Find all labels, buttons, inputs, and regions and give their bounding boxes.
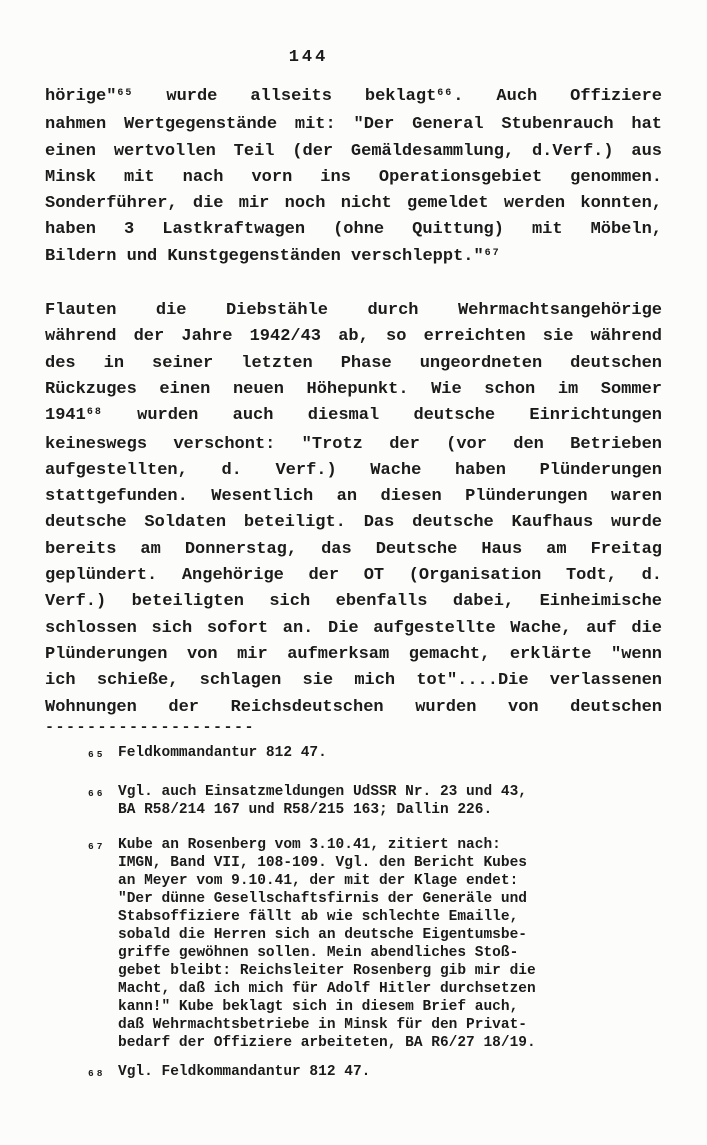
footnote-line: Macht, daß ich mich für Adolf Hitler durchsetzen bbox=[118, 980, 536, 997]
text-line: Minsk mit nach vorn ins Operationsgebiet genommen. bbox=[45, 167, 662, 187]
text-line: hörige"65 wurde allseits beklagt66. Auch Offiziere bbox=[45, 84, 662, 112]
footnote-line: Vgl. auch Einsatzmeldungen UdSSR Nr. 23 und 43, bbox=[118, 783, 527, 800]
footnote-line: Stabsoffiziere fällt ab wie schlechte Emaille, bbox=[118, 908, 519, 925]
text-line: bereits am Donnerstag, das Deutsche Haus am Freitag bbox=[45, 539, 662, 559]
page-number: 144 bbox=[288, 48, 329, 67]
footnote-line: Feldkommandantur 812 47. bbox=[118, 744, 327, 761]
text-line: schlossen sich sofort an. Die aufgestellte Wache, auf die bbox=[45, 618, 662, 638]
footnote-line: sobald die Herren sich an deutsche Eigentumsbe- bbox=[118, 926, 527, 943]
footnote-text bbox=[118, 744, 662, 762]
page-content bbox=[0, 45, 707, 1081]
footnote-ref: 68 bbox=[86, 407, 103, 419]
text-line: stattgefunden. Wesentlich an diesen Plünderungen waren bbox=[45, 487, 662, 507]
text-line: Sonderführer, die mir noch nicht gemeldet werden konnten, bbox=[45, 194, 662, 214]
footnote-line: bedarf der Offiziere arbeiteten, BA R6/27 18/19. bbox=[118, 1034, 536, 1051]
footnote-line: IMGN, Band VII, 108-109. Vgl. den Bericht Kubes bbox=[118, 854, 527, 871]
footnote-text bbox=[118, 1063, 662, 1081]
footnote-line: daß Wehrmachtsbetriebe in Minsk für den Privat- bbox=[118, 1016, 527, 1033]
text-line: des in seiner letzten Phase ungeordneten deutschen bbox=[45, 353, 662, 373]
text-line: während der Jahre 1942/43 ab, so erreichten sie während bbox=[45, 327, 662, 347]
text-line: Rückzuges einen neuen Höhepunkt. Wie schon im Sommer bbox=[45, 379, 662, 399]
text-line: Wohnungen der Reichsdeutschen wurden von deutschen bbox=[45, 697, 662, 717]
text-line: Flauten die Diebstähle durch Wehrmachtsangehörige bbox=[45, 301, 662, 321]
footnote-marker: 67 bbox=[88, 840, 106, 852]
text-line: nahmen Wertgegenstände mit: "Der General Stubenrauch hat bbox=[45, 115, 662, 135]
footnote-marker: 68 bbox=[88, 1067, 106, 1079]
paragraph bbox=[45, 298, 662, 721]
footnote-marker: 66 bbox=[88, 787, 106, 799]
footnote-text bbox=[118, 836, 662, 1052]
footnote bbox=[45, 1063, 662, 1081]
text-line: geplündert. Angehörige der OT (Organisation Todt, d. bbox=[45, 566, 662, 586]
text-line: ich schieße, schlagen sie mich tot"....Die verlassenen bbox=[45, 671, 662, 691]
footnote-marker: 65 bbox=[88, 748, 106, 760]
text-line: aufgestellten, d. Verf.) Wache haben Plünderungen bbox=[45, 460, 662, 480]
text-line: Plünderungen von mir aufmerksam gemacht, erklärte "wenn bbox=[45, 644, 662, 664]
footnote-separator: -------------------- bbox=[45, 718, 256, 736]
footnote-line: an Meyer vom 9.10.41, der mit der Klage endet: bbox=[118, 872, 519, 889]
footnote-line: BA R58/214 167 und R58/215 163; Dallin 226. bbox=[118, 801, 493, 818]
body-text bbox=[45, 84, 662, 721]
footnote-line: Vgl. Feldkommandantur 812 47. bbox=[118, 1063, 371, 1080]
footnote-ref: 65 bbox=[117, 88, 134, 99]
text-line: Verf.) beteiligten sich ebenfalls dabei, Einheimische bbox=[45, 592, 662, 612]
footnote-ref: 66 bbox=[437, 88, 454, 99]
text-line: 194168 wurden auch diesmal deutsche Einrichtungen bbox=[45, 403, 662, 431]
footnote-line: "Der dünne Gesellschaftsfirnis der Generäle und bbox=[118, 890, 527, 907]
text-line: Bildern und Kunstgegenständen verschleppt."67 bbox=[45, 244, 662, 272]
paragraph bbox=[45, 84, 662, 272]
footnote-text bbox=[118, 783, 662, 819]
footnote-line: gebet bleibt: Reichsleiter Rosenberg gib mir die bbox=[118, 962, 536, 979]
footnote-ref: 67 bbox=[484, 247, 501, 259]
text-line: einen wertvollen Teil (der Gemäldesammlung, d.Verf.) aus bbox=[45, 141, 662, 161]
text-line: keineswegs verschont: "Trotz der (vor den Betrieben bbox=[45, 434, 662, 454]
footnote-line: Kube an Rosenberg vom 3.10.41, zitiert nach: bbox=[118, 836, 501, 853]
text-line: haben 3 Lastkraftwagen (ohne Quittung) mit Möbeln, bbox=[45, 220, 662, 240]
footnote bbox=[45, 744, 662, 762]
footnotes bbox=[45, 744, 662, 1081]
footnote bbox=[45, 783, 662, 819]
footnote bbox=[45, 836, 662, 1052]
footnote-line: kann!" Kube beklagt sich in diesem Brief auch, bbox=[118, 998, 519, 1015]
footnote-line: griffe gewöhnen sollen. Mein abendliches Stoß- bbox=[118, 944, 519, 961]
text-line: deutsche Soldaten beteiligt. Das deutsche Kaufhaus wurde bbox=[45, 513, 662, 533]
